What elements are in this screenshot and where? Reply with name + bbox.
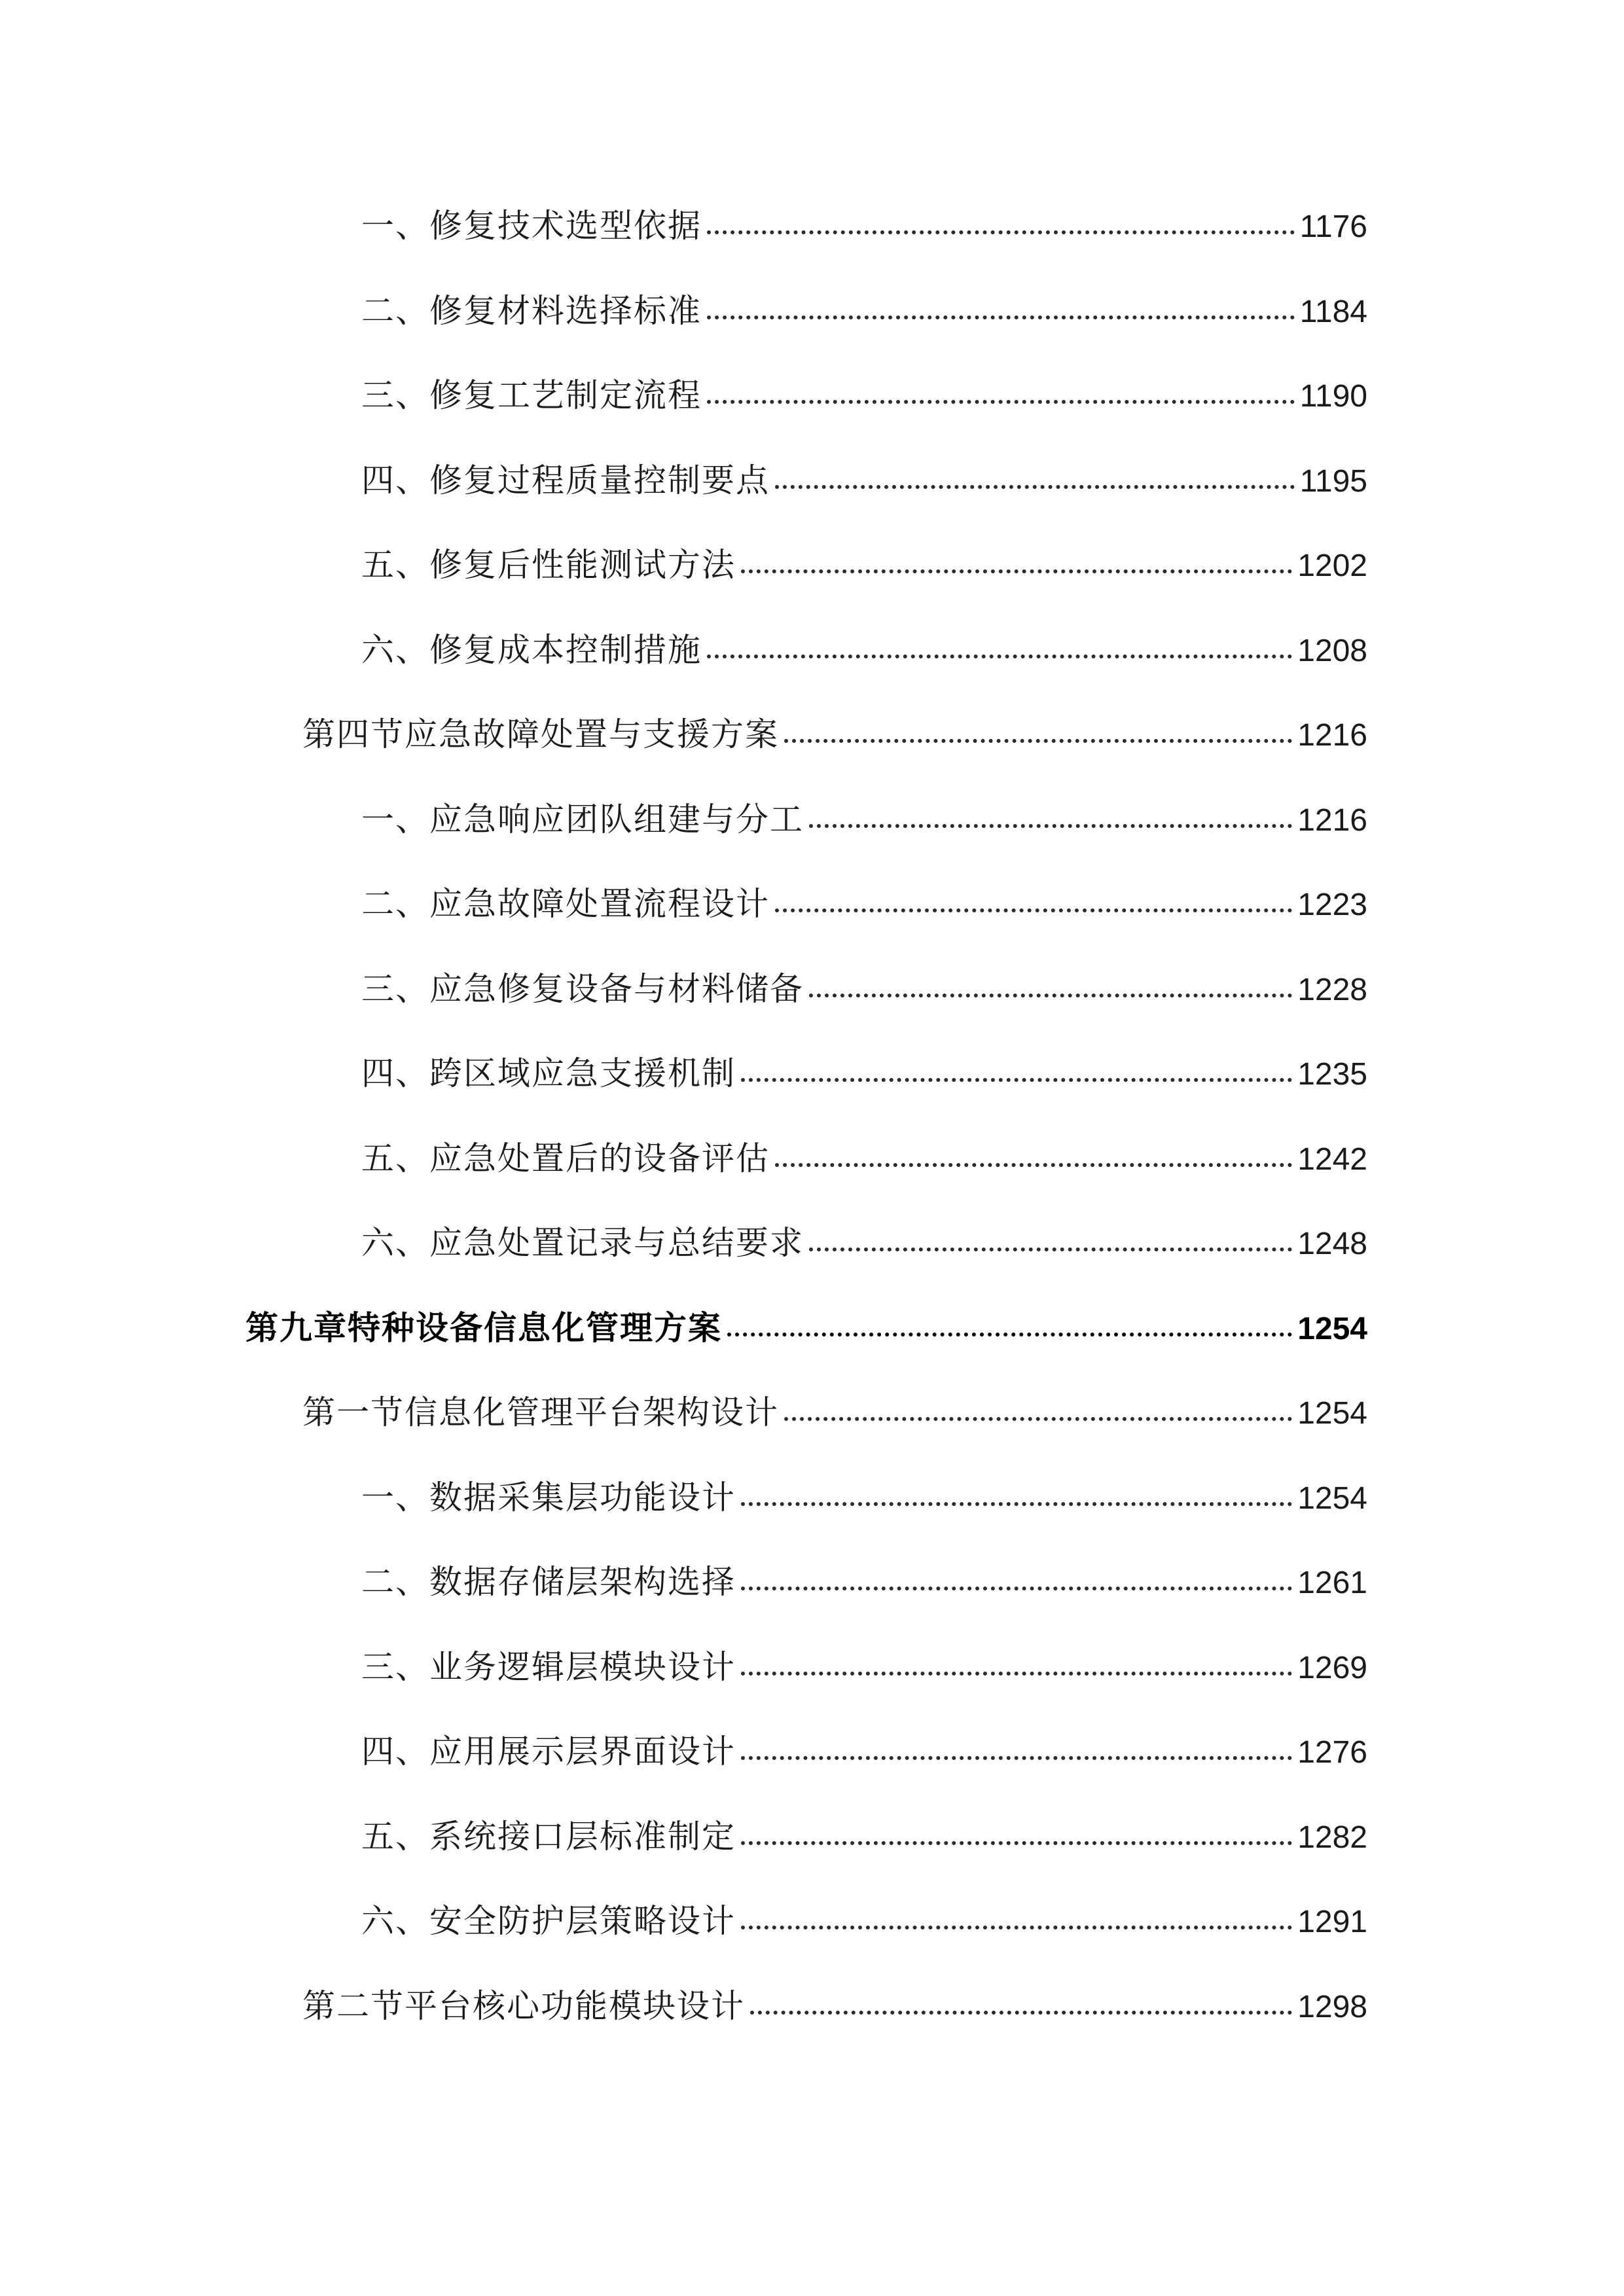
toc-entry[interactable] (0, 1047, 1624, 1132)
toc-page-number: 1276 (1297, 1735, 1367, 1770)
toc-dot-leader (809, 994, 1292, 997)
toc-entry[interactable] (0, 963, 1624, 1048)
toc-entry-title: 第二节平台核心功能模块设计 (302, 1986, 745, 2025)
toc-dot-leader (784, 739, 1292, 743)
toc-entry-title: 二、修复材料选择标准 (361, 291, 702, 330)
toc-entry[interactable] (0, 1217, 1624, 1302)
toc-entry-title: 第一节信息化管理平台架构设计 (302, 1393, 779, 1431)
toc-dot-leader (741, 569, 1292, 573)
toc-entry-title: 一、数据采集层功能设计 (361, 1478, 736, 1516)
toc-dot-leader (741, 1841, 1292, 1845)
toc-entry-title: 六、应急处置记录与总结要求 (361, 1224, 804, 1262)
toc-entry-title: 第九章特种设备信息化管理方案 (245, 1308, 722, 1347)
toc-entry-title: 三、修复工艺制定流程 (361, 376, 702, 414)
toc-entry[interactable] (0, 539, 1624, 624)
toc-entry[interactable] (0, 200, 1624, 285)
toc-entry-title: 四、应用展示层界面设计 (361, 1732, 736, 1770)
toc-entry[interactable] (0, 1725, 1624, 1810)
toc-dot-leader (741, 1078, 1292, 1082)
toc-entry[interactable] (0, 369, 1624, 454)
toc-entry-title: 六、修复成本控制措施 (361, 630, 702, 669)
toc-entry[interactable] (0, 454, 1624, 539)
toc-page-number: 1291 (1297, 1905, 1367, 1939)
toc-dot-leader (775, 485, 1295, 489)
toc-entry-title: 三、业务逻辑层模块设计 (361, 1647, 736, 1686)
toc-page-number: 1190 (1299, 379, 1367, 414)
toc-page-number: 1208 (1297, 633, 1367, 668)
toc-entry[interactable] (0, 708, 1624, 793)
toc-page-number: 1195 (1299, 463, 1367, 499)
toc-entry[interactable] (0, 1810, 1624, 1895)
toc-entry-title: 二、应急故障处置流程设计 (361, 885, 770, 923)
toc-entry[interactable] (0, 878, 1624, 963)
toc-entry-title: 五、系统接口层标准制定 (361, 1817, 736, 1856)
toc-entry-title: 第四节应急故障处置与支援方案 (302, 715, 779, 753)
toc-page-number: 1242 (1297, 1141, 1367, 1177)
toc-entry-title: 五、修复后性能测试方法 (361, 546, 736, 584)
toc-dot-leader (707, 315, 1295, 319)
toc-page-number: 1261 (1297, 1566, 1367, 1600)
toc-page-number: 1254 (1297, 1396, 1367, 1431)
toc-entry-title: 四、跨区域应急支援机制 (361, 1054, 736, 1092)
toc-page-number: 1176 (1299, 209, 1367, 244)
toc-dot-leader (707, 230, 1295, 234)
toc-entry[interactable] (0, 1641, 1624, 1726)
toc-dot-leader (741, 1926, 1292, 1929)
toc-entry-title: 六、安全防护层策略设计 (361, 1902, 736, 1940)
toc-dot-leader (809, 1247, 1292, 1251)
toc-dot-leader (741, 1672, 1292, 1676)
toc-page-number: 1298 (1297, 1989, 1367, 2024)
toc-entry-title: 二、数据存储层架构选择 (361, 1563, 736, 1601)
toc-entry[interactable] (0, 1980, 1624, 2065)
toc-page-number: 1184 (1299, 294, 1367, 329)
toc-dot-leader (707, 655, 1292, 658)
toc-page-number: 1254 (1297, 1480, 1367, 1516)
toc-entry-title: 一、修复技术选型依据 (361, 207, 702, 245)
toc-dot-leader (784, 1417, 1292, 1421)
toc-dot-leader (727, 1333, 1292, 1336)
toc-entry[interactable] (0, 1132, 1624, 1217)
toc-page-number: 1269 (1297, 1650, 1367, 1685)
toc-dot-leader (809, 824, 1292, 828)
toc-page-number: 1202 (1297, 548, 1367, 583)
toc-entry[interactable] (0, 624, 1624, 709)
toc-dot-leader (741, 1502, 1292, 1506)
toc-page-number: 1282 (1297, 1820, 1367, 1855)
toc-entry-title: 四、修复过程质量控制要点 (361, 461, 770, 499)
toc-page-number: 1248 (1297, 1227, 1367, 1261)
toc-dot-leader (750, 2011, 1292, 2015)
toc-entry-title: 五、应急处置后的设备评估 (361, 1139, 770, 1177)
toc-entry[interactable] (0, 1471, 1624, 1556)
toc-page-number: 1254 (1297, 1311, 1367, 1346)
toc-page-number: 1223 (1297, 888, 1367, 922)
toc-entry[interactable] (0, 285, 1624, 370)
toc-dot-leader (741, 1756, 1292, 1760)
toc-entry-title: 一、应急响应团队组建与分工 (361, 800, 804, 838)
toc-page-number: 1235 (1297, 1057, 1367, 1092)
toc-page-number: 1216 (1297, 802, 1367, 838)
toc-page-number: 1216 (1297, 718, 1367, 753)
toc-entry[interactable] (0, 1556, 1624, 1641)
table-of-contents (0, 200, 1624, 2064)
toc-dot-leader (741, 1587, 1292, 1590)
toc-entry[interactable] (0, 1302, 1624, 1387)
toc-page-number: 1228 (1297, 972, 1367, 1007)
toc-entry-title: 三、应急修复设备与材料储备 (361, 969, 804, 1008)
toc-entry[interactable] (0, 793, 1624, 878)
toc-dot-leader (775, 1163, 1292, 1167)
toc-dot-leader (775, 908, 1292, 912)
toc-dot-leader (707, 400, 1295, 404)
toc-entry[interactable] (0, 1386, 1624, 1471)
toc-entry[interactable] (0, 1895, 1624, 1980)
